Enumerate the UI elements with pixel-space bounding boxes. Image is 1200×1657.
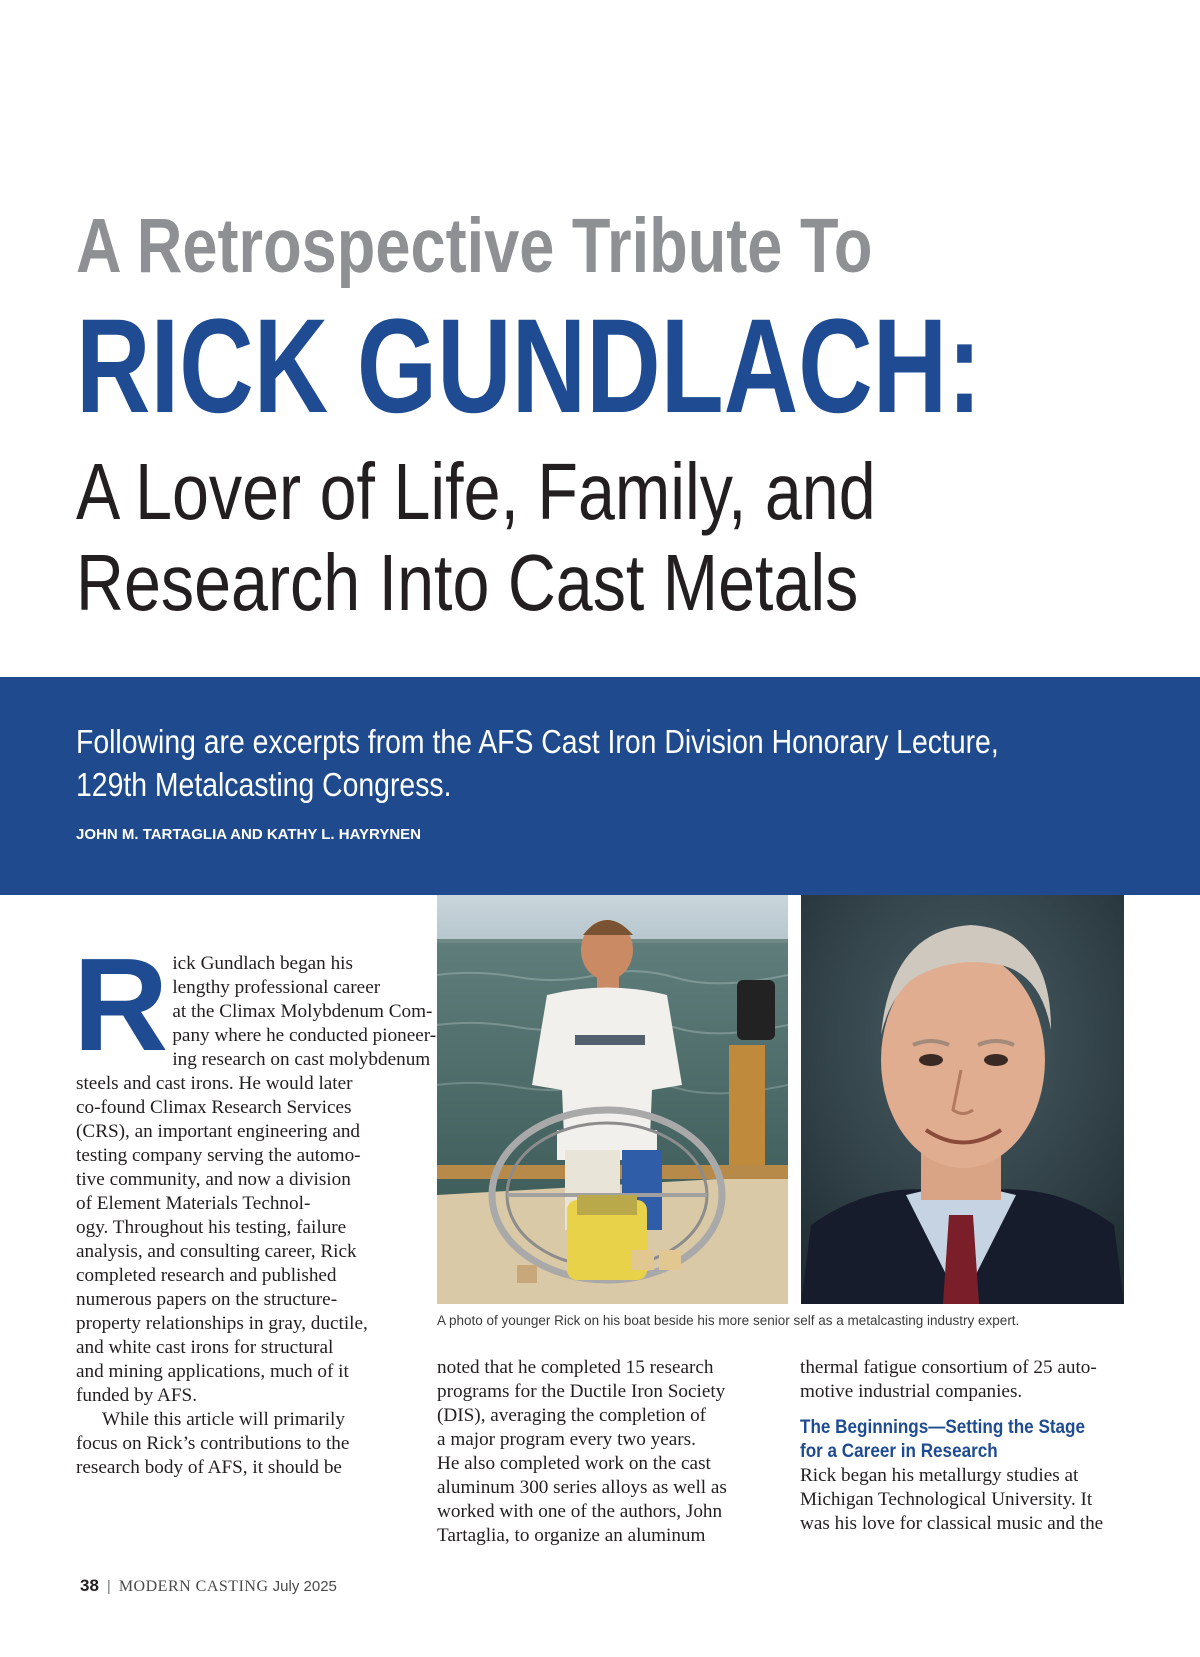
text-line: worked with one of the authors, John [437, 1501, 723, 1522]
text-line: and mining applications, much of it [76, 1361, 349, 1382]
paragraph-focus [76, 1408, 401, 1480]
text-line: tive community, and now a division [76, 1169, 351, 1190]
drop-cap: R [73, 931, 169, 1078]
body-column-3 [800, 1356, 1132, 1536]
text-line: pany where he conducted pioneer- [172, 1025, 437, 1046]
page-footer [80, 1576, 337, 1596]
text-line: testing company serving the automo- [76, 1145, 361, 1166]
text-line: steels and cast irons. He would later [76, 1073, 353, 1094]
article-kicker: A Retrospective Tribute To [76, 203, 873, 289]
portrait-photo [801, 895, 1124, 1304]
text-line: analysis, and consulting career, Rick [76, 1241, 357, 1262]
footer-separator: | [106, 1578, 111, 1595]
text-line: a major program every two years. [437, 1429, 696, 1450]
text-line: was his love for classical music and the [800, 1513, 1104, 1534]
text-line: of Element Materials Technol- [76, 1193, 311, 1214]
body-column-2 [437, 1356, 769, 1548]
deck-line-1: Following are excerpts from the AFS Cast Iron Division Honorary Lecture, [76, 723, 999, 760]
boat-photo [437, 895, 788, 1304]
text-line: focus on Rick’s contributions to the [76, 1433, 350, 1454]
article-deck [76, 720, 1022, 806]
text-line: Rick began his metallurgy studies at [800, 1465, 1079, 1486]
section-heading-line-1: The Beginnings—Setting the Stage [800, 1417, 1086, 1438]
text-line: (CRS), an important engineering and [76, 1121, 361, 1142]
section-heading [800, 1416, 1099, 1464]
photo-caption: A photo of younger Rick on his boat beside his more senior self as a metalcasting industry expert. [437, 1313, 1020, 1328]
text-line: programs for the Ductile Iron Society [437, 1381, 726, 1402]
text-line: noted that he completed 15 research [437, 1357, 714, 1378]
paragraph-beginnings [800, 1464, 1132, 1536]
text-line: co-found Climax Research Services [76, 1097, 352, 1118]
text-line: aluminum 300 series alloys as well as [437, 1477, 727, 1498]
author-byline: JOHN M. TARTAGLIA AND KATHY L. HAYRYNEN [76, 826, 422, 843]
article-headline: RICK GUNDLACH: [76, 292, 982, 441]
text-line: completed research and published [76, 1265, 337, 1286]
issue-date: July 2025 [272, 1578, 337, 1595]
text-line: research body of AFS, it should be [76, 1457, 342, 1478]
page-number: 38 [80, 1576, 99, 1595]
paragraph-continued [800, 1356, 1132, 1404]
text-line: and white cast irons for structural [76, 1337, 334, 1358]
text-line: While this article will primarily [102, 1409, 345, 1430]
magazine-name: MODERN CASTING [118, 1578, 269, 1595]
deck-banner [0, 677, 1200, 895]
subhead-line-1: A Lover of Life, Family, and [76, 447, 876, 536]
text-line: lengthy professional career [172, 977, 381, 998]
text-line: motive industrial companies. [800, 1381, 1023, 1402]
text-line: at the Climax Molybdenum Com- [172, 1001, 433, 1022]
text-line: ick Gundlach began his [172, 953, 353, 974]
article-subhead [76, 446, 876, 628]
text-line: Michigan Technological University. It [800, 1489, 1093, 1510]
text-line: property relationships in gray, ductile, [76, 1313, 368, 1334]
text-line: (DIS), averaging the completion of [437, 1405, 707, 1426]
text-line: numerous papers on the structure- [76, 1289, 338, 1310]
paragraph-continued [437, 1356, 769, 1548]
body-column-1 [73, 931, 437, 1480]
text-line: He also completed work on the cast [437, 1453, 711, 1474]
section-heading-line-2: for a Career in Research [800, 1441, 998, 1462]
text-line: ing research on cast molybdenum [172, 1049, 431, 1070]
text-line: thermal fatigue consortium of 25 auto- [800, 1357, 1097, 1378]
text-line: Tartaglia, to organize an aluminum [437, 1525, 706, 1546]
text-line: ogy. Throughout his testing, failure [76, 1217, 347, 1238]
deck-line-2: 129th Metalcasting Congress. [76, 766, 452, 803]
subhead-line-2: Research Into Cast Metals [76, 538, 859, 627]
text-line: funded by AFS. [76, 1385, 197, 1406]
